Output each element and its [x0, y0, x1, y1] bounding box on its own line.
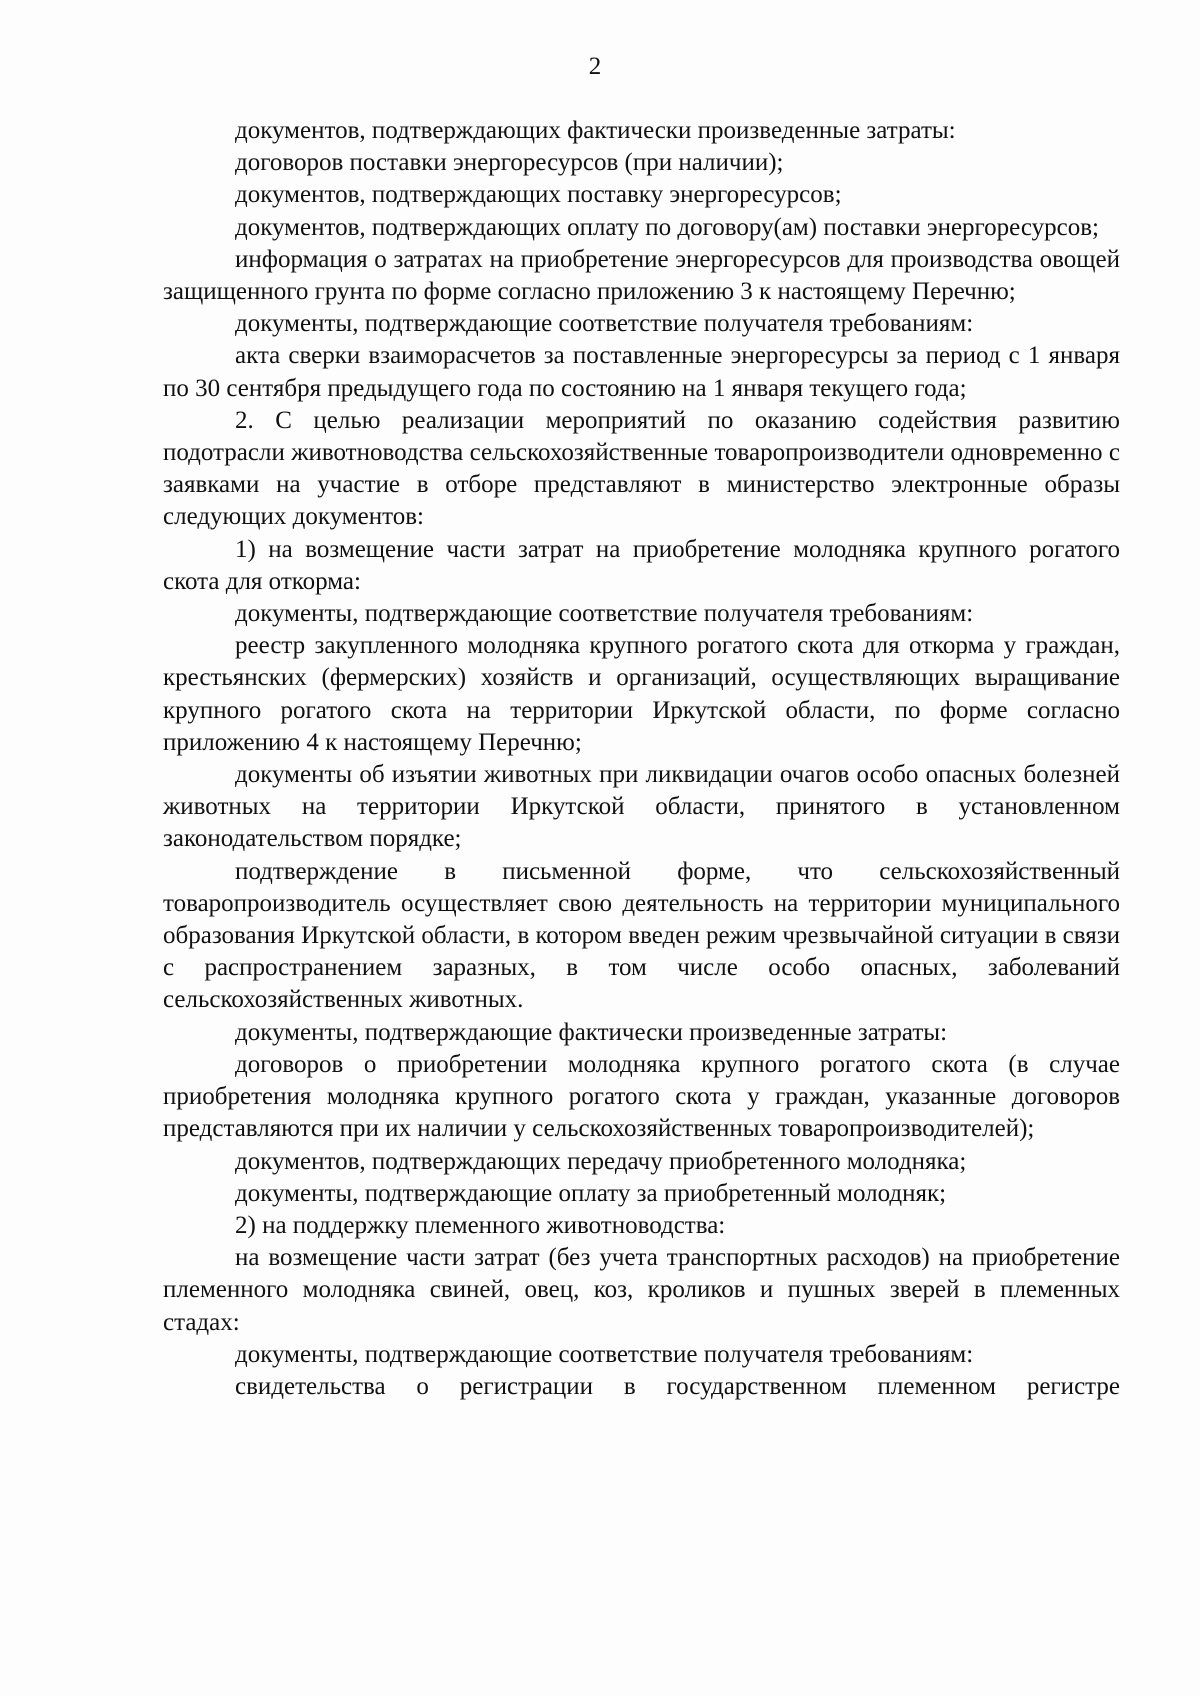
paragraph: информация о затратах на приобретение энергоресурсов для производства овощей защищенного грунта по форме согласно приложению 3 к настоящему Перечню; [163, 245, 1120, 306]
paragraph: документов, подтверждающих передачу приобретенного молодняка; [235, 1147, 967, 1175]
page-number: 2 [588, 53, 602, 80]
paragraph: документов, подтверждающих поставку энергоресурсов; [235, 181, 842, 209]
paragraph: документов, подтверждающих фактически произведенные затраты: [235, 117, 956, 144]
document-body [163, 115, 1120, 1403]
paragraph: документов, подтверждающих оплату по договору(ам) поставки энергоресурсов; [235, 213, 1100, 241]
paragraph: свидетельства о регистрации в государственном племенном регистре [235, 1372, 1120, 1400]
paragraph: на возмещение части затрат (без учета транспортных расходов) на приобретение племенного молодняка свиней, овец, коз, кроликов и пушных зверей в племенных стадах: [163, 1244, 1120, 1336]
paragraph: реестр закупленного молодняка крупного рогатого скота для откорма у граждан, крестьянских (фермерских) хозяйств и организаций, осуществляющих выращивание крупного рогатого скота на территории Иркутской области, по форме согласно приложению 4 к настоящему Перечню; [163, 632, 1120, 756]
paragraph: 2. С целью реализации мероприятий по оказанию содействия развитию подотрасли животноводства сельскохозяйственные товаропроизводители одновременно с заявками на участие в отборе представляют в министерство электронные образы следующих документов: [163, 406, 1120, 531]
paragraph: договоров поставки энергоресурсов (при наличии); [235, 149, 784, 177]
paragraph: 2) на поддержку племенного животноводства: [235, 1211, 726, 1239]
paragraph: документы, подтверждающие оплату за приобретенный молодняк; [235, 1179, 947, 1207]
paragraph: документы об изъятии животных при ликвидации очагов особо опасных болезней животных на территории Иркутской области, принятого в установленном законодательством порядке; [163, 761, 1120, 853]
paragraph: документы, подтверждающие соответствие получателя требованиям: [235, 1340, 974, 1368]
paragraph: документы, подтверждающие соответствие получателя требованиям: [235, 310, 974, 338]
paragraph: документы, подтверждающие фактически произведенные затраты: [235, 1018, 948, 1046]
paragraph: документы, подтверждающие соответствие получателя требованиям: [235, 600, 974, 628]
paragraph: 1) на возмещение части затрат на приобретение молодняка крупного рогатого скота для откорма: [163, 535, 1120, 595]
paragraph: акта сверки взаиморасчетов за поставленные энергоресурсы за период с 1 января по 30 сентября предыдущего года по состоянию на 1 января текущего года; [163, 342, 1120, 402]
paragraph: договоров о приобретении молодняка крупного рогатого скота (в случае приобретения молодняка крупного рогатого скота у граждан, указанные договоров представляются при их наличии у сельскохозяйственных товаропроизводителей); [163, 1050, 1120, 1143]
paragraph: подтверждение в письменной форме, что сельскохозяйственный товаропроизводитель осуществляет свою деятельность на территории муниципального образования Иркутской области, в котором введен режим чрезвычайной ситуации в связи с распространением заразных, в том числе особо опасных, заболеваний сельскохозяйственных животных. [163, 857, 1120, 1014]
